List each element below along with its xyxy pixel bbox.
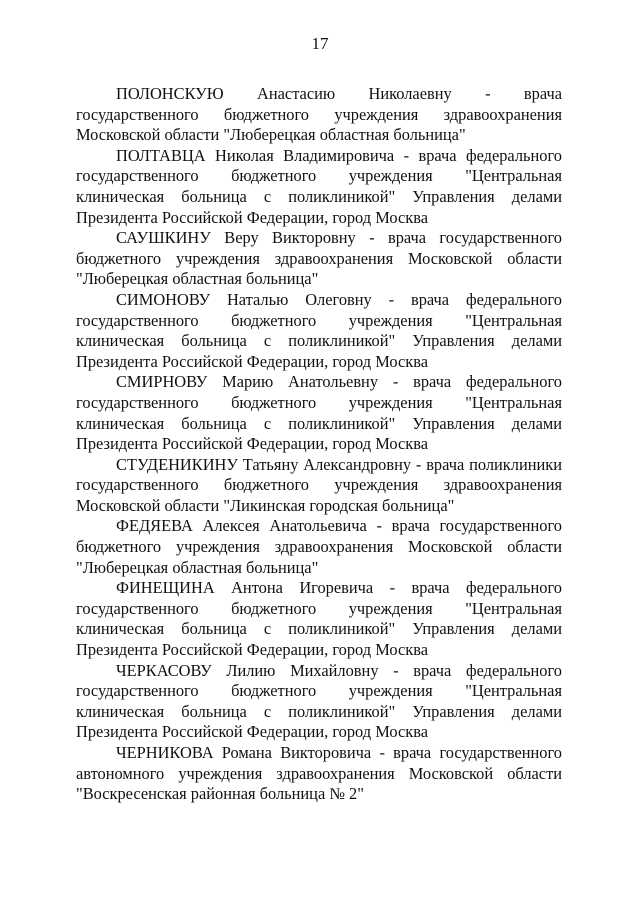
list-entry: САУШКИНУ Веру Викторовну - врача государственного бюджетного учреждения здравоохранения Московской области "Люберецкая областная больница" [76,228,562,289]
list-entry: ЧЕРНИКОВА Романа Викторовича - врача государственного автономного учреждения здравоохранения Московской области "Воскресенская районная больница № 2" [76,743,562,804]
entry-list [76,84,562,805]
list-entry: ФЕДЯЕВА Алексея Анатольевича - врача государственного бюджетного учреждения здравоохранения Московской области "Люберецкая областная больница" [76,516,562,577]
page-number: 17 [311,34,329,53]
list-entry: ФИНЕЩИНА Антона Игоревича - врача федерального государственного бюджетного учреждения "Центральная клиническая больница с поликлиникой" Управления делами Президента Российской Федерации, город Москва [76,578,562,660]
list-entry: ЧЕРКАСОВУ Лилию Михайловну - врача федерального государственного бюджетного учреждения "Центральная клиническая больница с поликлиникой" Управления делами Президента Российской Федерации, город Москва [76,660,562,742]
list-entry: ПОЛОНСКУЮ Анастасию Николаевну - врача государственного бюджетного учреждения здравоохранения Московской области "Люберецкая областная больница" [76,84,562,145]
list-entry: СТУДЕНИКИНУ Татьяну Александровну - врача поликлиники государственного бюджетного учреждения здравоохранения Московской области "Ликинская городская больница" [76,454,562,515]
list-entry: ПОЛТАВЦА Николая Владимировича - врача федерального государственного бюджетного учреждения "Центральная клиническая больница с поликлиникой" Управления делами Президента Российской Федерации, город Москва [76,145,562,227]
list-entry: СМИРНОВУ Марию Анатольевну - врача федерального государственного бюджетного учреждения "Центральная клиническая больница с поликлиникой" Управления делами Президента Российской Федерации, город Москва [76,372,562,454]
list-entry: СИМОНОВУ Наталью Олеговну - врача федерального государственного бюджетного учреждения "Центральная клиническая больница с поликлиникой" Управления делами Президента Российской Федерации, город Москва [76,289,562,371]
